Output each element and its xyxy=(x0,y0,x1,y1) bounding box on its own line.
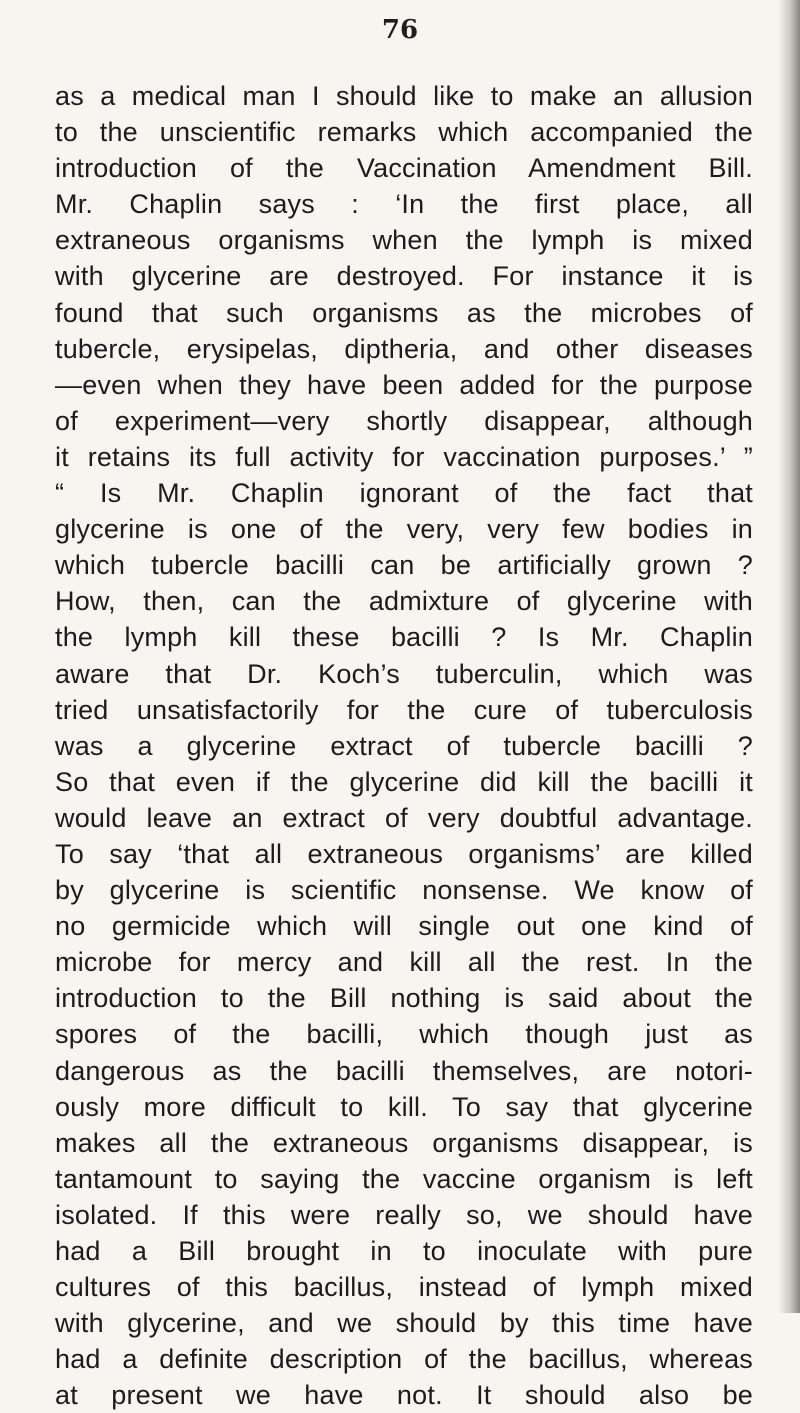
text-line: tantamount to saying the vaccine organism is left xyxy=(55,1163,753,1194)
text-line: How, then, can the admixture of glycerine with xyxy=(55,586,753,617)
text-line: extraneous organisms when the lymph is mixed xyxy=(55,225,753,256)
text-line: found that such organisms as the microbes of xyxy=(55,297,753,328)
text-line: introduction to the Bill nothing is said about the xyxy=(55,983,753,1014)
text-line: So that even if the glycerine did kill the bacilli it xyxy=(55,766,753,797)
text-line: which tubercle bacilli can be artificially grown ? xyxy=(55,550,753,581)
text-line: by glycerine is scientific nonsense. We know of xyxy=(55,875,753,906)
text-line: with glycerine, and we should by this time have xyxy=(55,1308,753,1339)
text-line: it retains its full activity for vaccination purposes.’ ” xyxy=(55,441,753,472)
text-line: “ Is Mr. Chaplin ignorant of the fact that xyxy=(55,478,753,509)
text-line: of experiment—very shortly disappear, although xyxy=(55,405,753,436)
page-edge-shadow xyxy=(778,0,800,1313)
text-line: isolated. If this were really so, we should have xyxy=(55,1199,753,1230)
text-line: dangerous as the bacilli themselves, are notori- xyxy=(55,1055,753,1086)
text-line: had a definite description of the bacillus, whereas xyxy=(55,1344,753,1375)
text-line: the lymph kill these bacilli ? Is Mr. Chaplin xyxy=(55,622,753,653)
text-line: introduction of the Vaccination Amendment Bill. xyxy=(55,153,753,184)
text-line: ously more difficult to kill. To say that glycerine xyxy=(55,1091,753,1122)
text-line: spores of the bacilli, which though just as xyxy=(55,1019,753,1050)
body-text xyxy=(55,78,753,1413)
text-line: no germicide which will single out one kind of xyxy=(55,911,753,942)
text-line: To say ‘that all extraneous organisms’ are killed xyxy=(55,838,753,869)
text-line: had a Bill brought in to inoculate with pure xyxy=(55,1236,753,1266)
text-line: would leave an extract of very doubtful advantage. xyxy=(55,802,753,833)
text-line: Mr. Chaplin says : ‘In the first place, all xyxy=(55,189,753,220)
text-line: at present we have not. It should also be xyxy=(55,1380,753,1411)
text-line: with glycerine are destroyed. For instance it is xyxy=(55,261,753,292)
text-line: to the unscientific remarks which accompanied the xyxy=(55,117,753,148)
text-line: makes all the extraneous organisms disappear, is xyxy=(55,1127,753,1158)
text-line: as a medical man I should like to make an allusion xyxy=(55,81,753,111)
text-line: microbe for mercy and kill all the rest. In the xyxy=(55,947,753,978)
text-line: aware that Dr. Koch’s tuberculin, which was xyxy=(55,658,753,689)
page-number: 76 xyxy=(381,15,419,45)
text-line: glycerine is one of the very, very few bodies in xyxy=(55,514,753,545)
text-line: cultures of this bacillus, instead of lymph mixed xyxy=(55,1272,753,1303)
text-line: was a glycerine extract of tubercle bacilli ? xyxy=(55,730,753,761)
text-line: tubercle, erysipelas, diptheria, and other diseases xyxy=(55,333,753,364)
text-line: tried unsatisfactorily for the cure of tuberculosis xyxy=(55,694,753,725)
text-line: —even when they have been added for the purpose xyxy=(55,369,753,400)
